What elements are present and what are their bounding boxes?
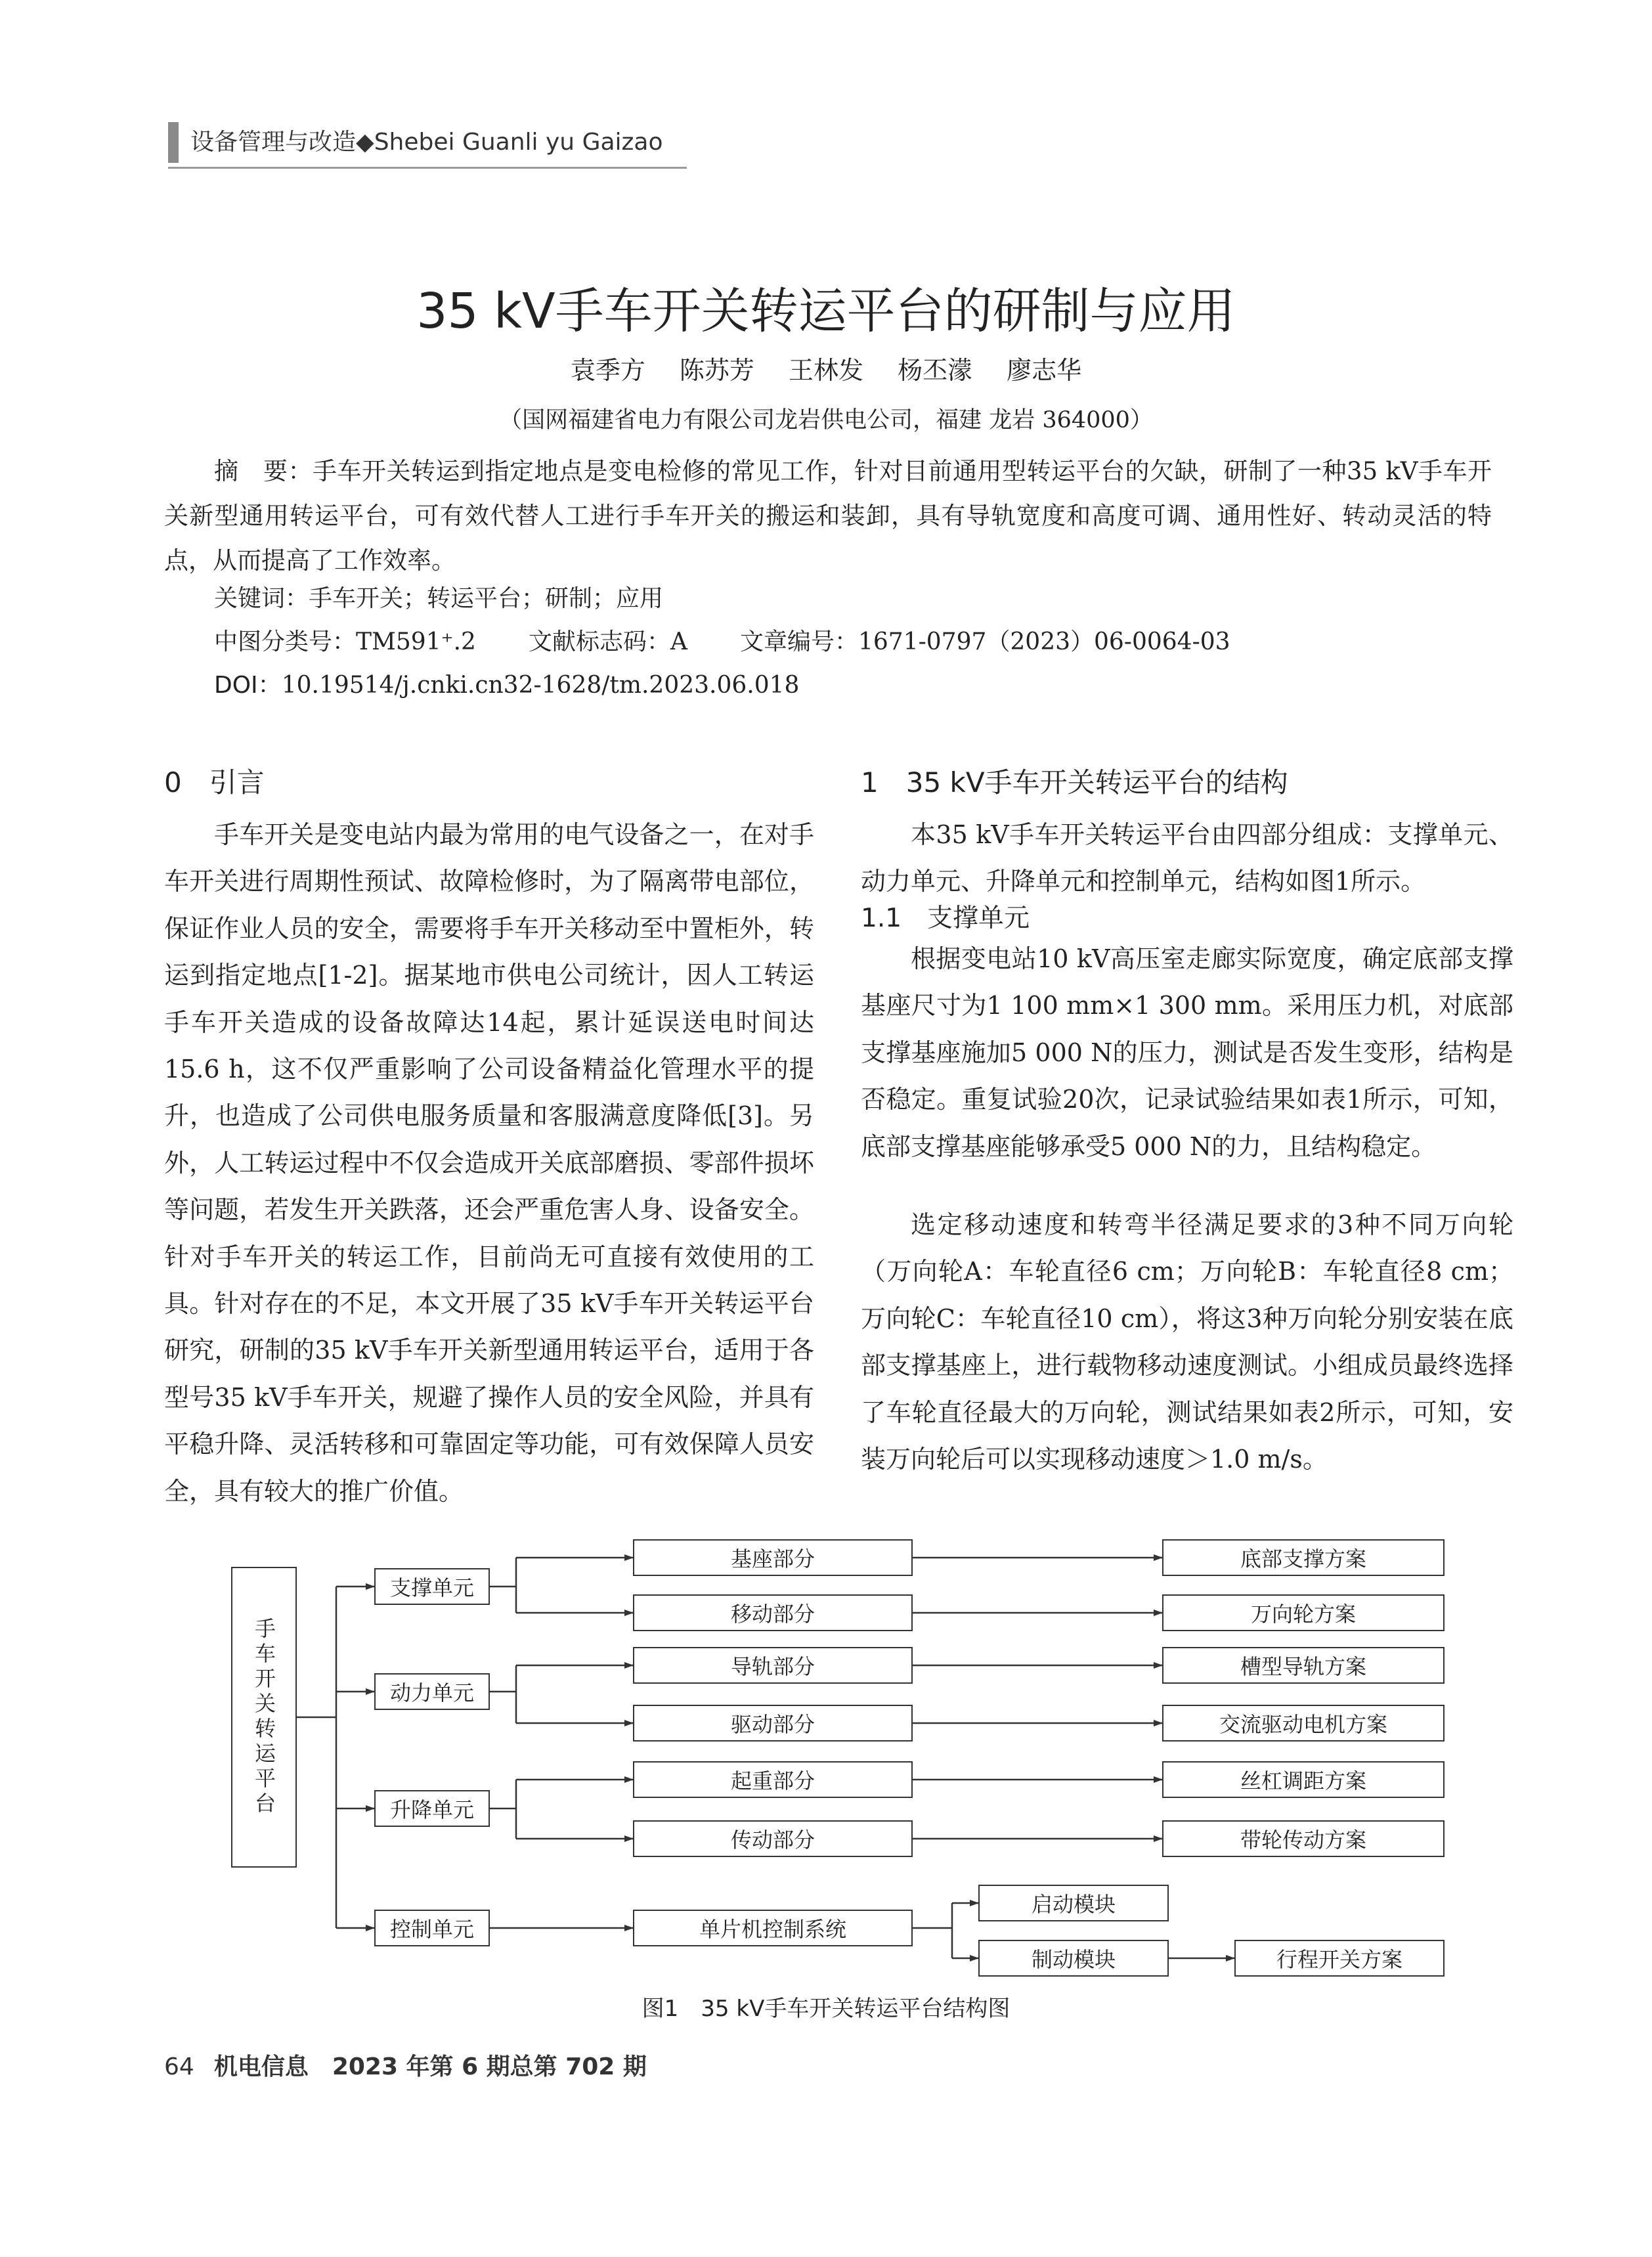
keywords-label: 关键词： [214,585,309,612]
classification-line [214,623,1230,662]
section-1-1-text-1: 根据变电站10 kV高压室走廊实际宽度，确定底部支撑基座尺寸为1 100 mm×1 300 mm。采用压力机，对底部支撑基座施加5 000 N的压力，测试是否发生变形，结构是否稳定。重复试验20次，记录试验结果如表1所示，可知，底部支撑基座能够承受5 000 N的力，且结构稳定。 [861,944,1513,1161]
article-no-label: 文章编号： [739,628,858,655]
unit-box-support: 支撑单元 [374,1568,490,1605]
abstract [164,449,1492,583]
keywords: 手车开关；转运平台；研制；应用 [309,585,664,612]
scheme-box-belt-drive: 带轮传动方案 [1162,1820,1445,1857]
journal-issue: 机电信息 2023 年第 6 期总第 702 期 [213,2053,647,2080]
affiliation: （国网福建省电力有限公司龙岩供电公司，福建 龙岩 364000） [499,407,1153,433]
abstract-label: 摘 要： [214,457,313,485]
part-box-transmission: 传动部分 [633,1820,913,1857]
running-header [190,126,663,159]
column-pinyin: Shebei Guanli yu Gaizao [374,129,663,156]
keywords-line [214,579,663,619]
part-box-mcu: 单片机控制系统 [633,1910,913,1946]
abstract-text: 手车开关转运到指定地点是变电检修的常见工作，针对目前通用型转运平台的欠缺，研制了一种35 kV手车开关新型通用转运平台，可有效代替人工进行手车开关的搬运和装卸，具有导轨宽度和高度可调、通用性好、转动灵活的特点，从而提高了工作效率。 [164,457,1492,575]
doi-value: 10.19514/j.cnki.cn32-1628/tm.2023.06.018 [281,672,800,699]
scheme-box-ac-motor: 交流驱动电机方案 [1162,1705,1445,1742]
section-1-1-heading: 1.1 支撑单元 [861,904,1030,933]
module-box-start: 启动模块 [978,1885,1169,1921]
page-footer [164,2049,647,2086]
scheme-box-limit-switch: 行程开关方案 [1234,1940,1445,1977]
page-number: 64 [164,2053,194,2080]
scheme-box-channel-rail: 槽型导轨方案 [1162,1647,1445,1684]
unit-box-power: 动力单元 [374,1673,490,1710]
diagram-root-box: 手车开关转运平台 [231,1567,297,1868]
header-diamond: ◆ [356,129,374,156]
section-0-text: 手车开关是变电站内最为常用的电气设备之一，在对手车开关进行周期性预试、故障检修时，为了隔离带电部位，保证作业人员的安全，需要将手车开关移动至中置柜外，转运到指定地点[1-2]。据某地市供电公司统计，因人工转运手车开关造成的设备故障达14起，累计延误送电时间达15.6 h，这不仅严重影响了公司设备精益化管理水平的提升，也造成了公司供电服务质量和客服满意度降低[3]。另外，人工转运过程中不仅会造成开关底部磨损、零部件损坏等问题，若发生开关跌落，还会严重危害人身、设备安全。针对手车开关的转运工作，目前尚无可直接有效使用的工具。针对存在的不足，本文开展了35 kV手车开关转运平台研究，研制的35 kV手车开关新型通用转运平台，适用于各型号35 kV手车开关，规避了操作人员的安全风险，并具有平稳升降、灵活转移和可靠固定等功能，可有效保障人员安全，具有较大的推广价值。 [164,820,814,1506]
column-name: 设备管理与改造 [190,129,357,156]
clc-value: TM591⁺.2 [356,628,476,655]
part-box-base: 基座部分 [633,1539,913,1576]
unit-box-lift: 升降单元 [374,1790,490,1827]
section-1-heading: 1 35 kV手车开关转运平台的结构 [861,766,1288,799]
scheme-box-caster: 万向轮方案 [1162,1594,1445,1631]
part-box-moving: 移动部分 [633,1594,913,1631]
section-1-1-text-2: 选定移动速度和转弯半径满足要求的3种不同万向轮（万向轮A：车轮直径6 cm；万向轮B：车轮直径8 cm；万向轮C：车轮直径10 cm），将这3种万向轮分别安装在底部支撑基座上，进行载物移动速度测试。小组成员最终选择了车轮直径最大的万向轮，测试结果如表2所示，可知，安装万向轮后可以实现移动速度＞1.0 m/s。 [861,1210,1513,1474]
part-box-hoist: 起重部分 [633,1761,913,1798]
structure-diagram [223,1522,1458,1975]
scheme-box-base-support: 底部支撑方案 [1162,1539,1445,1576]
figure-caption: 图1 35 kV手车开关转运平台结构图 [641,1996,1011,2022]
part-box-rail: 导轨部分 [633,1647,913,1684]
authors: 袁季方 陈苏芳 王林发 杨丕濛 廖志华 [570,356,1082,385]
article-title: 35 kV手车开关转运平台的研制与应用 [416,283,1236,340]
scheme-box-lead-screw: 丝杠调距方案 [1162,1761,1445,1798]
doc-code-value: A [670,628,687,655]
part-box-drive: 驱动部分 [633,1705,913,1742]
doi-line [214,666,799,705]
doc-code-label: 文献标志码： [528,628,670,655]
header-rule [168,167,687,169]
clc-label: 中图分类号： [214,628,357,655]
header-bar [168,122,179,163]
module-box-brake: 制动模块 [978,1940,1169,1977]
unit-box-control: 控制单元 [374,1910,490,1946]
doi-label: DOI： [214,672,282,699]
section-0-heading: 0 引言 [164,766,265,799]
section-1-text: 本35 kV手车开关转运平台由四部分组成：支撑单元、动力单元、升降单元和控制单元，结构如图1所示。 [861,820,1513,896]
article-no-value: 1671-0797（2023）06-0064-03 [858,628,1230,655]
